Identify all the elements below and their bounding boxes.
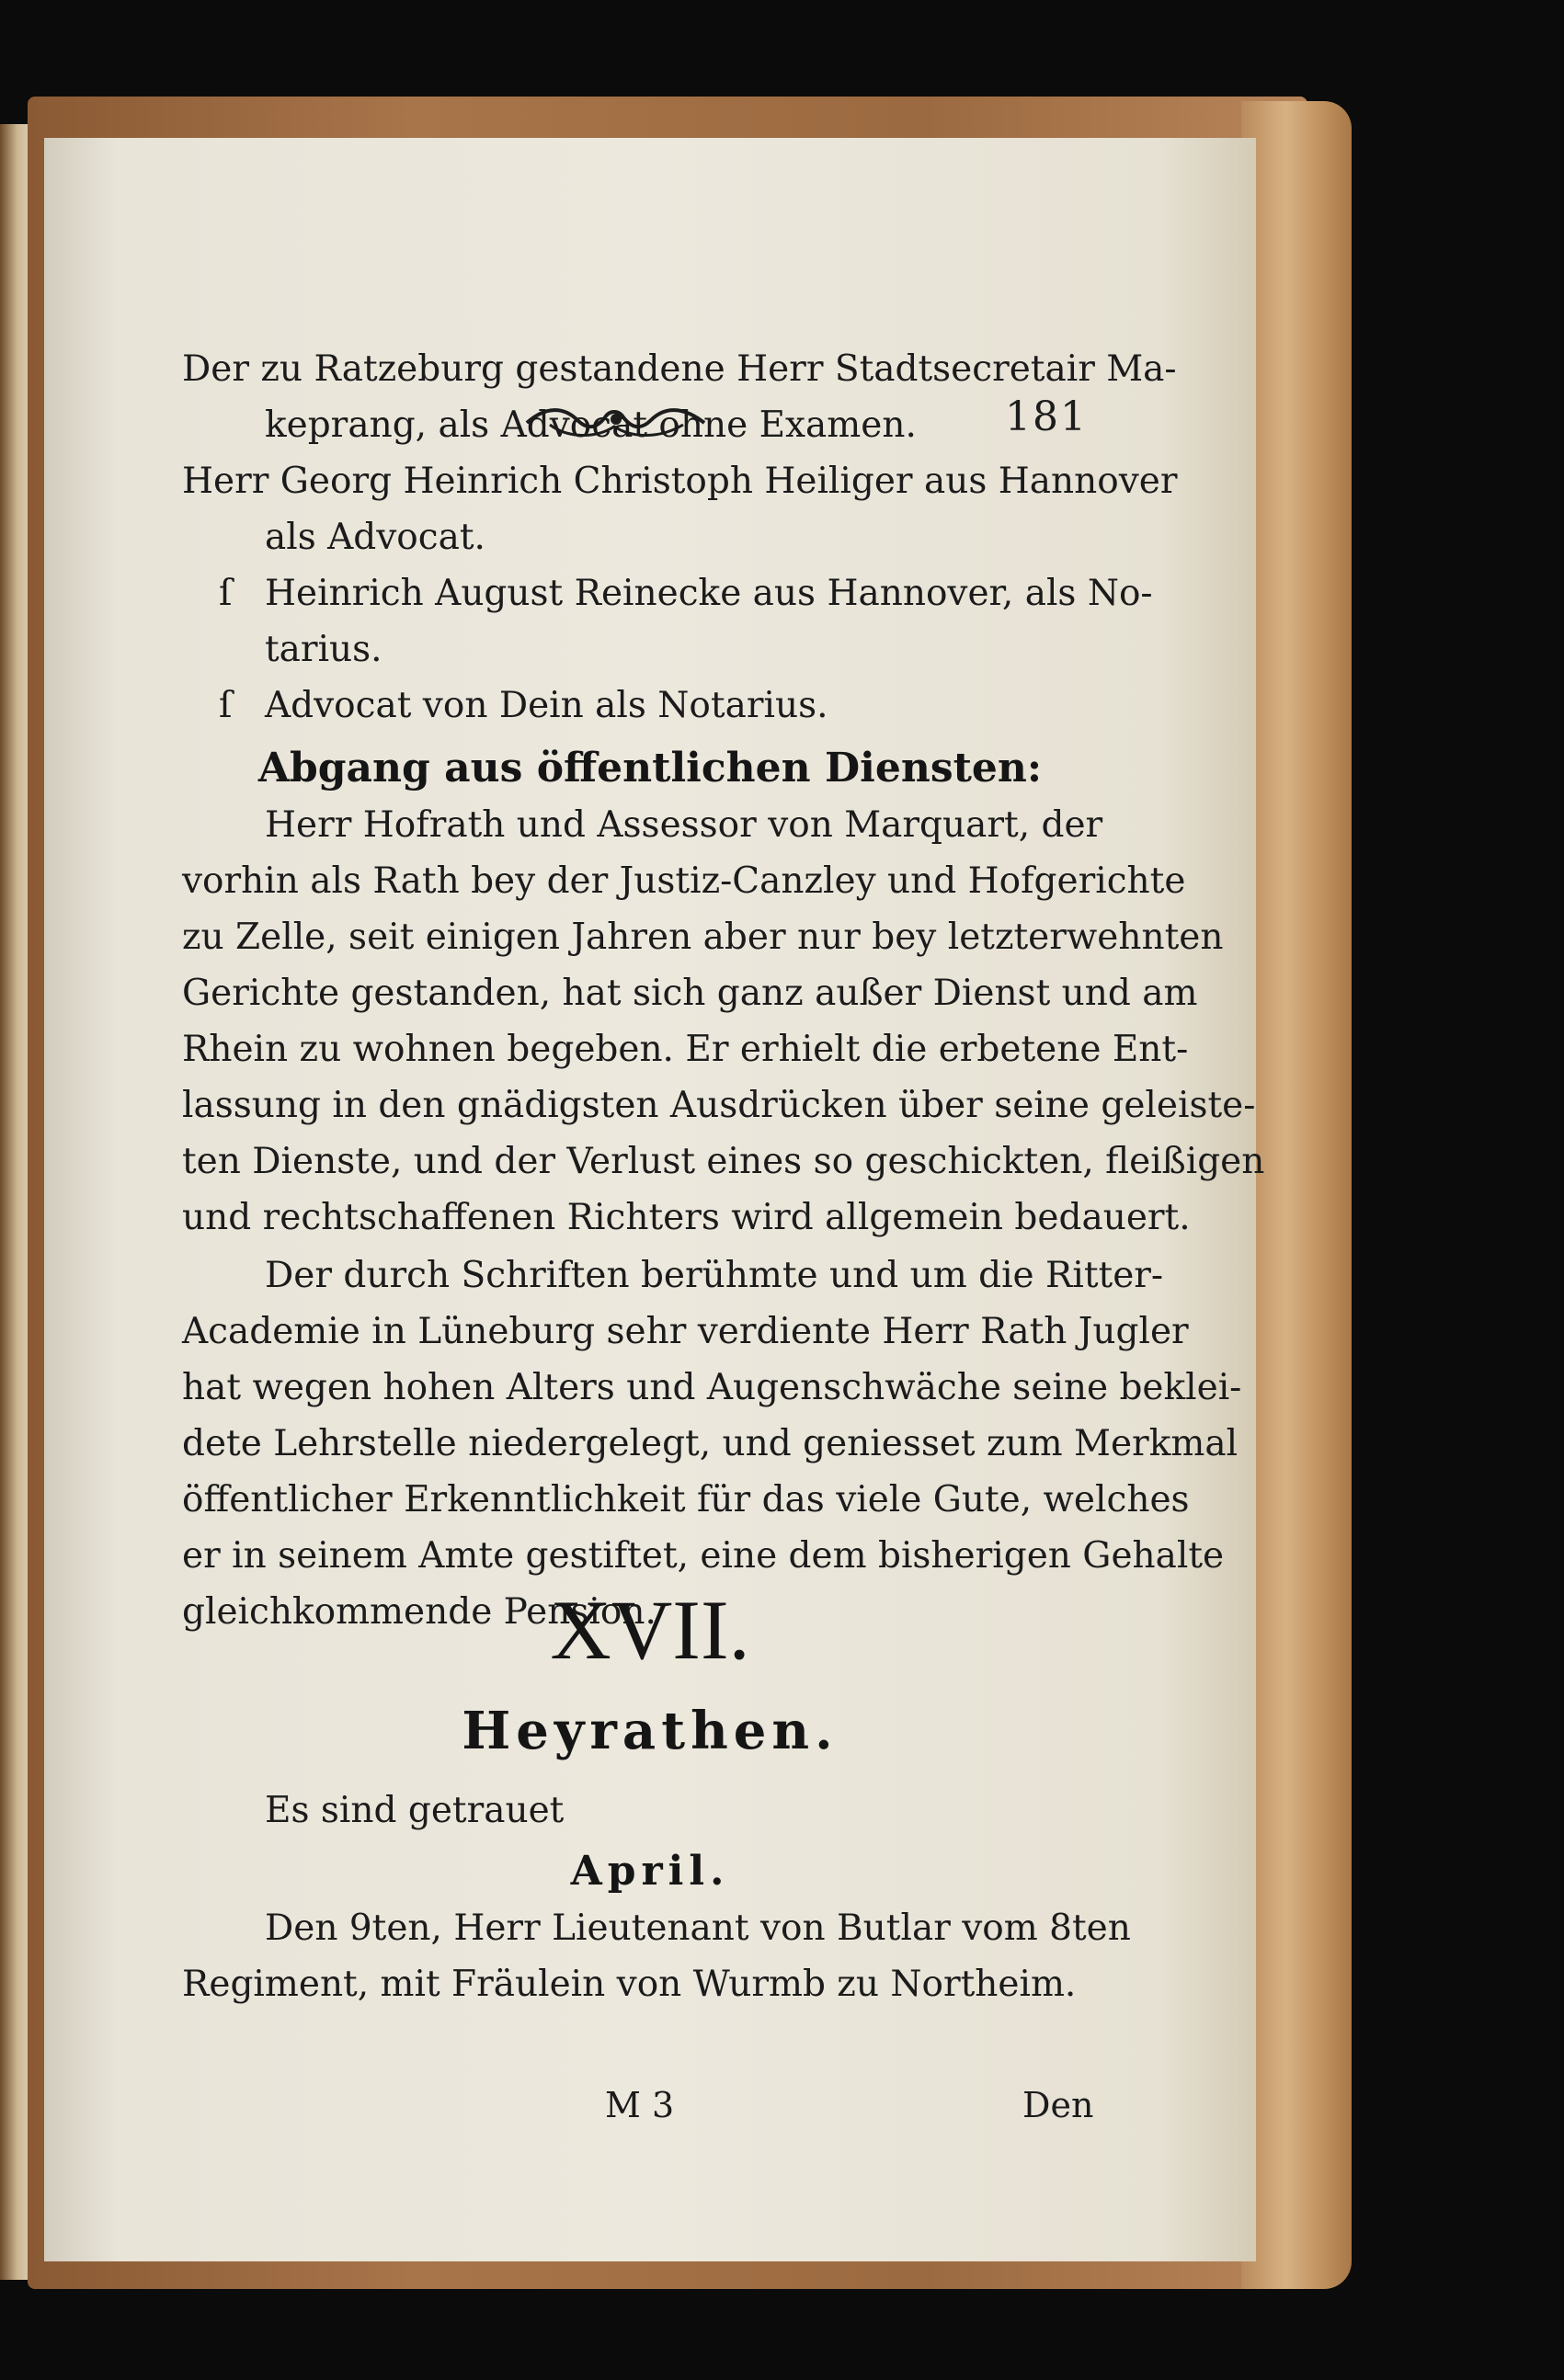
text-line: keprang, als Advocat ohne Examen. bbox=[265, 404, 917, 446]
text-line: Herr Georg Heinrich Christoph Heiliger aus Hannover bbox=[182, 461, 1178, 502]
intro-line: Es sind getrauet bbox=[265, 1790, 565, 1831]
paragraph-line: Rhein zu wohnen begeben. Er erhielt die erbetene Ent- bbox=[182, 1029, 1189, 1070]
text-line bbox=[219, 573, 1153, 614]
text-line: tarius. bbox=[265, 629, 382, 670]
paragraph-line: hat wegen hohen Alters und Augenschwäche seine beklei- bbox=[182, 1367, 1242, 1408]
paragraph-line: dete Lehrstelle niedergelegt, und geniesset zum Merkmal bbox=[182, 1423, 1239, 1464]
text-line: Der zu Ratzeburg gestandene Herr Stadtsecretair Ma- bbox=[182, 348, 1177, 390]
paragraph-line: vorhin als Rath bey der Justiz-Canzley und Hofgerichte bbox=[182, 860, 1186, 902]
paragraph-line: Gerichte gestanden, hat sich ganz außer Dienst und am bbox=[182, 973, 1198, 1014]
book-page bbox=[44, 138, 1265, 2261]
entry-line: Den 9ten, Herr Lieutenant von Butlar vom 8ten bbox=[265, 1907, 1131, 1949]
chapter-number: XVII. bbox=[550, 1583, 750, 1677]
paragraph-line: Academie in Lüneburg sehr verdiente Herr Rath Jugler bbox=[182, 1311, 1189, 1352]
ditto-mark: ſ bbox=[219, 573, 233, 614]
text-line-content: Advocat von Dein als Notarius. bbox=[265, 685, 828, 726]
paragraph-line: er in seinem Amte gestiftet, eine dem bisherigen Gehalte bbox=[182, 1535, 1225, 1577]
text-line: als Advocat. bbox=[265, 517, 485, 558]
month-heading: April. bbox=[570, 1848, 730, 1895]
paragraph-line: öffentlicher Erkenntlichkeit für das viele Gute, welches bbox=[182, 1479, 1190, 1520]
paragraph-line: und rechtschaffenen Richters wird allgemein bedauert. bbox=[182, 1197, 1191, 1238]
paragraph-line: Der durch Schriften berühmte und um die Ritter- bbox=[265, 1255, 1164, 1296]
paragraph-line: lassung in den gnädigsten Ausdrücken über seine geleiste- bbox=[182, 1085, 1256, 1126]
chapter-title: Heyrathen. bbox=[462, 1701, 839, 1761]
signature-mark: M 3 bbox=[605, 2085, 675, 2125]
page-number: 181 bbox=[1005, 393, 1088, 440]
paragraph-line: Herr Hofrath und Assessor von Marquart, der bbox=[265, 804, 1103, 846]
paragraph-line: ten Dienste, und der Verlust eines so geschickten, fleißigen bbox=[182, 1141, 1265, 1182]
paragraph-line: gleichkommende Pension. bbox=[182, 1591, 656, 1633]
text-line-content: Heinrich August Reinecke aus Hannover, als No- bbox=[265, 573, 1153, 614]
paragraph-line: zu Zelle, seit einigen Jahren aber nur bey letzterwehnten bbox=[182, 917, 1224, 958]
cover-edge bbox=[1241, 101, 1352, 2289]
text-line bbox=[219, 685, 1129, 726]
ditto-mark: ſ bbox=[219, 685, 233, 726]
catchword: Den bbox=[1022, 2085, 1094, 2125]
section-heading: Abgang aus öffentlichen Diensten: bbox=[257, 745, 1043, 791]
entry-line: Regiment, mit Fräulein von Wurmb zu Northeim. bbox=[182, 1964, 1077, 2005]
